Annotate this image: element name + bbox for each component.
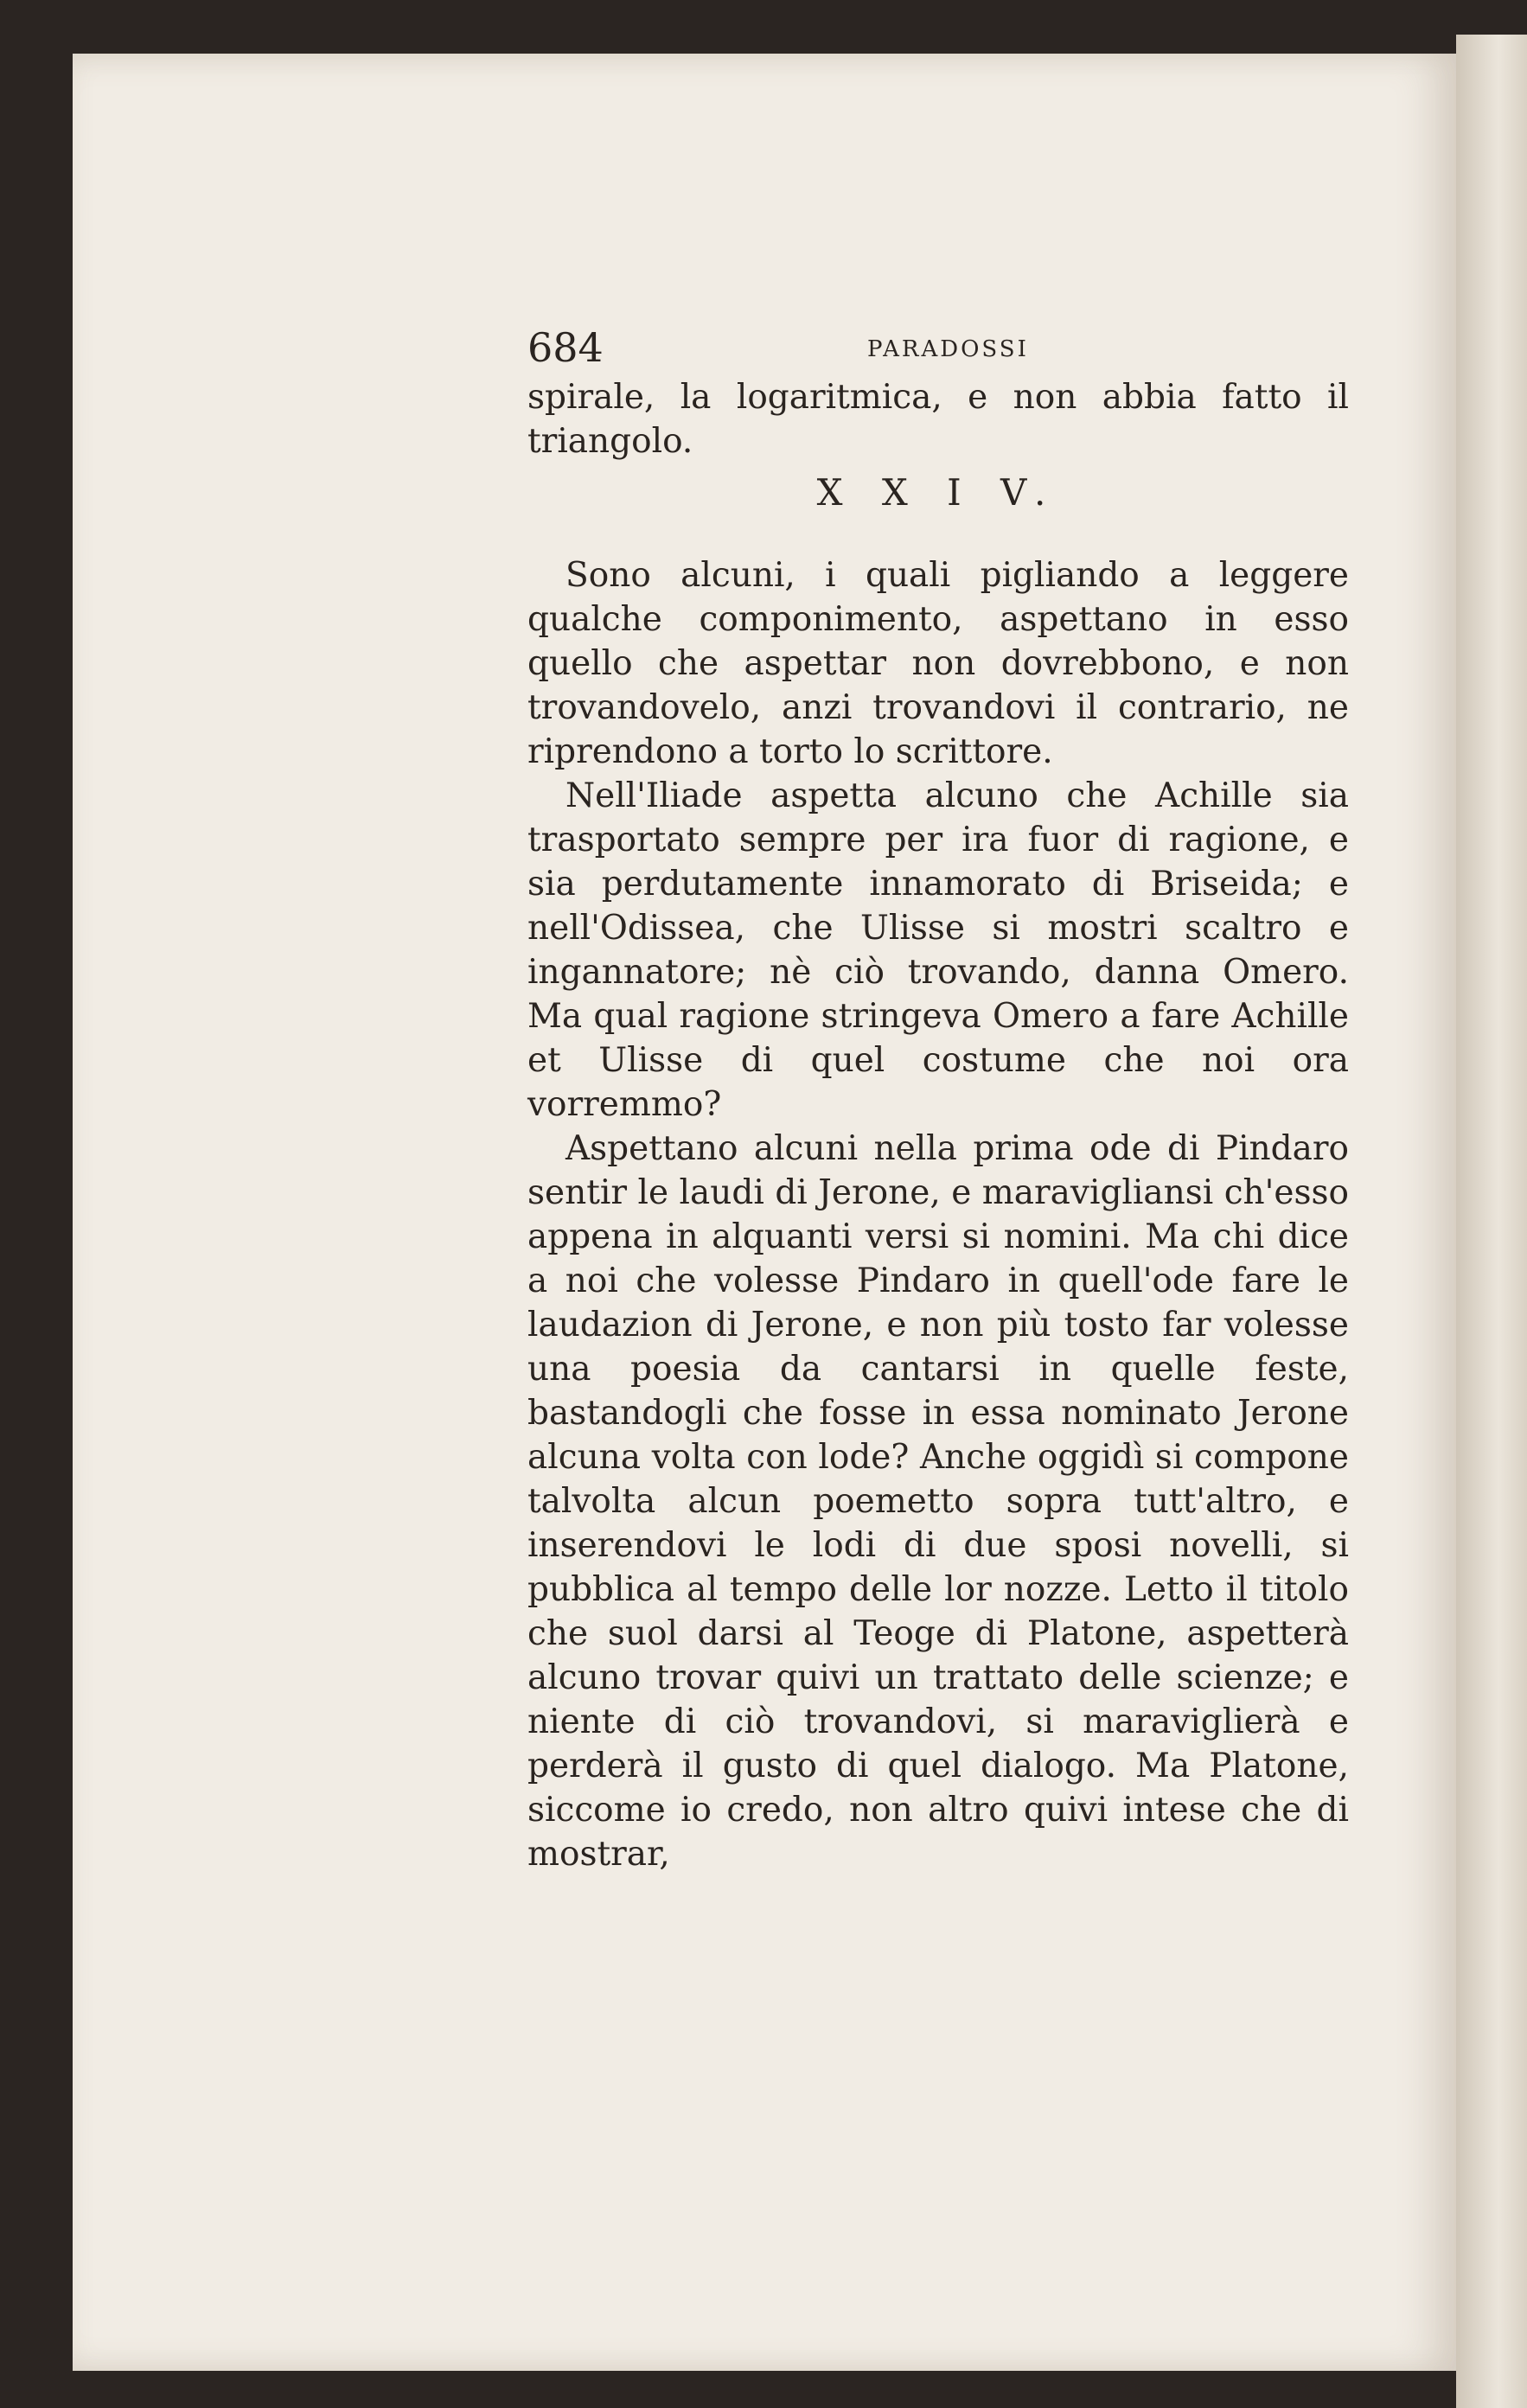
section-title: X X I V. bbox=[816, 471, 1060, 514]
running-head bbox=[527, 322, 1349, 375]
paragraph-2: Nell'Iliade aspetta alcuno che Achille sia trasportato sempre per ira fuor di ragione, e sia perdutamente innamorato di Briseida; e nell'Odissea, che Ulisse si mostri scaltro e ingannatore; nè ciò trovando, danna Omero. Ma qual ragione stringeva Omero a fare Achille et Ulisse di quel costume che noi ora vorremmo? bbox=[527, 776, 1349, 1124]
continuation-paragraph: spirale, la logaritmica, e non abbia fatto il triangolo. bbox=[527, 378, 1349, 461]
paragraph-3: Aspettano alcuni nella prima ode di Pindaro sentir le laudi di Jerone, e maravigliansi ch'esso appena in alquanti versi si nomini. Ma chi dice a noi che volesse Pindaro in quell'ode fare le laudazion di Jerone, e non più tosto far volesse una poesia da cantarsi in quelle feste, bastandogli che fosse in essa nominato Jerone alcuna volta con lode? Anche oggidì si compone talvolta alcun poemetto sopra tutt'altro, e inserendovi le lodi di due sposi novelli, si pubblica al tempo delle lor nozze. Letto il titolo che suol darsi al Teoge di Platone, aspetterà alcuno trovar quivi un trattato delle scienze; e niente di ciò trovandovi, si maraviglierà e perderà il gusto di quel dialogo. Ma Platone, siccome io credo, non altro quivi intese che di mostrar, bbox=[527, 1129, 1349, 1874]
running-title: PARADOSSI bbox=[867, 336, 1029, 362]
text-block bbox=[527, 322, 1349, 1876]
paragraph-1: Sono alcuni, i quali pigliando a leggere qualche componimento, aspettano in esso quello che aspettar non dovrebbono, e non trovandovelo, anzi trovandovi il contrario, ne riprendono a torto lo scrittore. bbox=[527, 556, 1349, 771]
page-number: 684 bbox=[527, 324, 604, 371]
next-page-edge bbox=[1456, 35, 1527, 2408]
